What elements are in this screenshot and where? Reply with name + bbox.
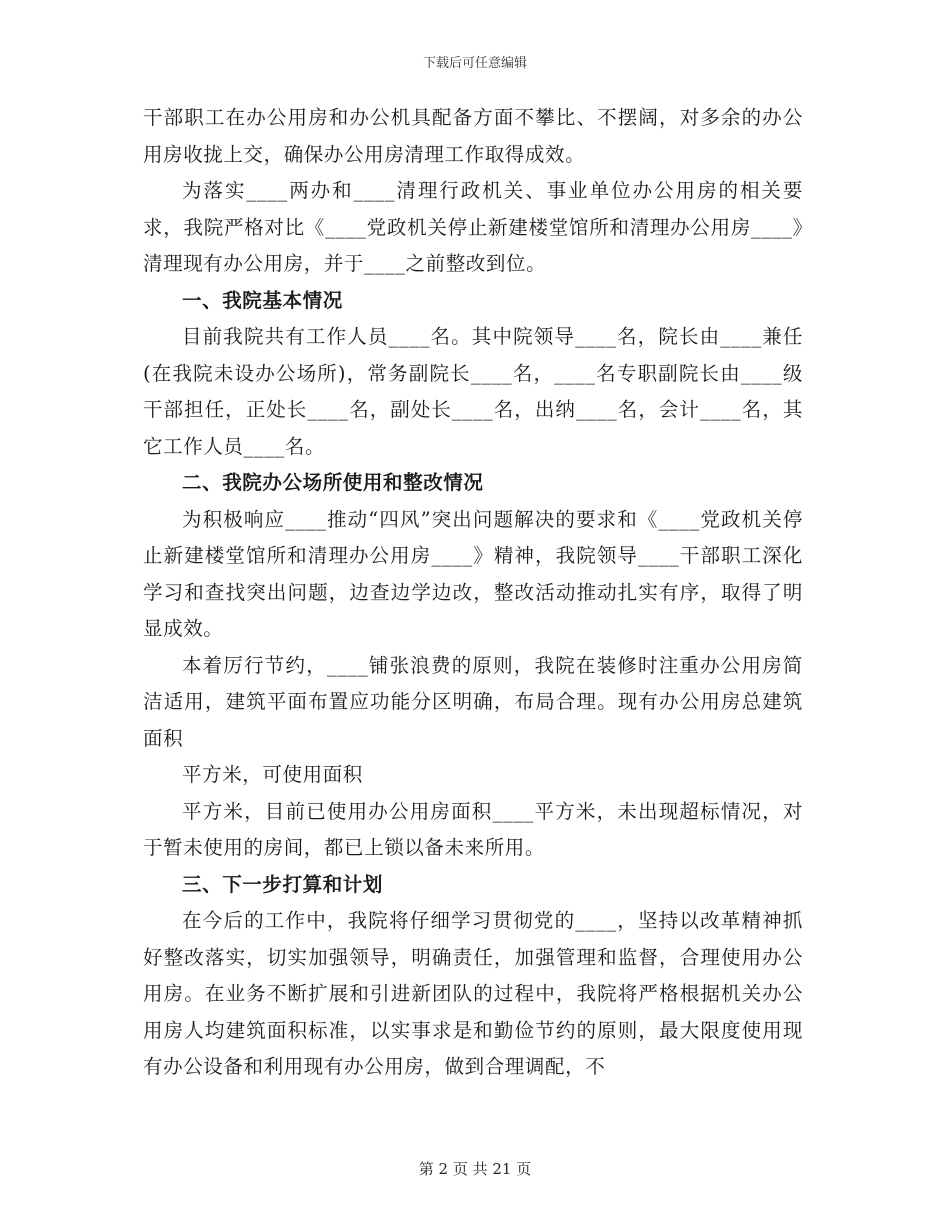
section-heading: 三、下一步打算和计划 [182, 872, 384, 896]
paragraph: 为积极响应____推动“四风”突出问题解决的要求和《____党政机关停止新建楼堂馆所和清理办公用房____》精神，我院领导____干部职工深化学习和查找突出问题，边查边学边改，整改活动推动扎实有序，取得了明显成效。 [143, 507, 803, 640]
paragraph: 在今后的工作中，我院将仔细学习贯彻党的____，坚持以改革精神抓好整改落实，切实加强领导，明确责任，加强管理和监督，合理使用办公用房。在业务不断扩展和引进新团队的过程中，我院将严格根据机关办公用房人均建筑面积标准，以实事求是和勤俭节约的原则，最大限度使用现有办公设备和利用现有办公用房，做到合理调配，不 [143, 909, 803, 1078]
section-heading: 一、我院基本情况 [182, 288, 343, 312]
page-header: 下载后可任意编辑 [422, 56, 527, 71]
paragraph: 干部职工在办公用房和办公机具配备方面不攀比、不摆阔，对多余的办公用房收拢上交，确保办公用房清理工作取得成效。 [143, 106, 803, 166]
paragraph: 平方米，目前已使用办公用房面积____平方米，未出现超标情况，对于暂未使用的房间，都已上锁以备未来所用。 [143, 799, 803, 859]
paragraph: 为落实____两办和____清理行政机关、事业单位办公用房的相关要求，我院严格对比《____党政机关停止新建楼堂馆所和清理办公用房____》清理现有办公用房，并于____之前整改到位。 [143, 179, 803, 275]
page-footer: 第 2 页 共 21 页 [418, 1160, 532, 1178]
document-body [143, 100, 803, 1086]
paragraph: 平方米，可使用面积 [182, 763, 363, 786]
paragraph: 本着厉行节约，____铺张浪费的原则，我院在装修时注重办公用房简洁适用，建筑平面布置应功能分区明确，布局合理。现有办公用房总建筑面积 [143, 653, 803, 750]
section-heading: 二、我院办公场所使用和整改情况 [182, 471, 484, 494]
paragraph: 目前我院共有工作人员____名。其中院领导____名，院长由____兼任(在我院未设办公场所)，常务副院长____名，____名专职副院长由____级干部担任，正处长____名，副处长____名，出纳____名，会计____名，其它工作人员____名。 [143, 325, 803, 458]
